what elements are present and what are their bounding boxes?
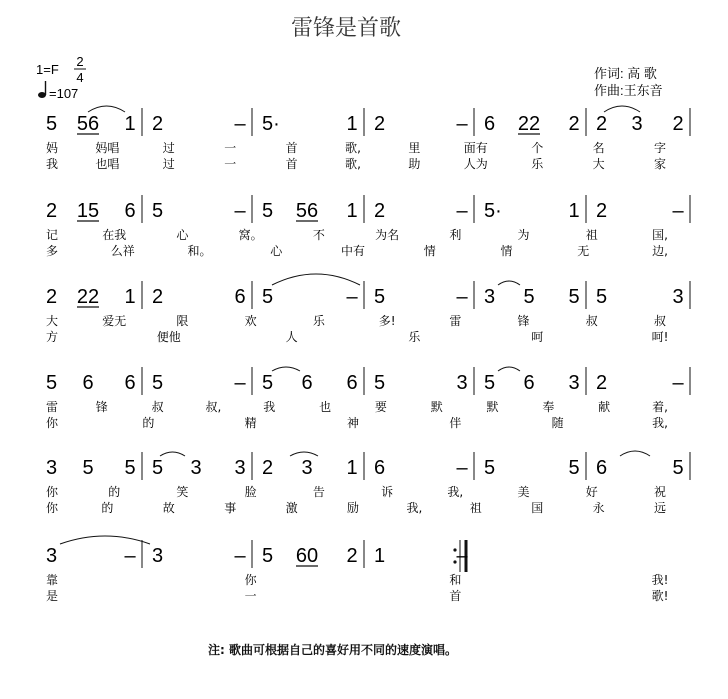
lyric-syllable: 国 [531,501,544,515]
note: 5 [484,457,496,479]
note: 1 [374,545,386,567]
note: 3 [568,372,580,394]
lyric-syllable: 叔 [653,314,667,328]
slur-arc [160,452,185,456]
lyric-syllable: 多 [46,244,59,258]
lyric-syllable: 是 [46,589,59,603]
note: 5 [262,286,274,308]
lyric-syllable: 我! [651,573,669,587]
lyric-syllable: 远 [653,501,667,515]
lyric-syllable: 随 [551,416,564,430]
lyric-syllable: 利 [449,228,462,242]
note: 6 [596,457,608,479]
lyric-syllable: 字 [653,141,667,155]
lyric-syllable: 歌, [345,157,361,171]
lyric-syllable: 也 [319,400,332,414]
note: – [456,113,468,135]
note: – [456,286,468,308]
lyric-syllable: 锋 [517,314,530,328]
note: 5· [262,113,280,135]
note: 2 [262,457,274,479]
note: 5 [596,286,608,308]
note: 3 [190,457,202,479]
lyric-syllable: 呵! [651,330,669,344]
slur-arc [272,367,300,371]
note: 3 [46,545,58,567]
note: 1 [346,457,358,479]
lyric-syllable: 故 [162,501,175,515]
lyric-syllable: 着, [652,400,668,414]
note: 5 [46,113,58,135]
note: 5 [262,545,274,567]
note: 3 [301,457,313,479]
lyric-syllable: 我 [263,400,276,414]
note: 5 [46,372,58,394]
music-systems [46,106,690,603]
note: 6 [301,372,313,394]
lyric-syllable: 乐 [312,314,325,328]
lyric-syllable: 首 [449,589,462,603]
note: – [672,372,684,394]
lyric-syllable: 一 [224,157,237,171]
lyric-syllable: 歌, [345,141,361,155]
lyric-syllable: 的 [142,416,155,430]
lyric-syllable: 么祥 [110,244,135,258]
lyric-syllable: 和。 [187,244,212,258]
lyric-syllable: 多! [378,314,396,328]
lyric-syllable: 祖 [585,228,598,242]
lyric-syllable: 的 [101,501,114,515]
note: 6 [346,372,358,394]
lyric-syllable: 无 [577,244,590,258]
note: 3 [152,545,164,567]
lyric-syllable: 我, [447,485,464,499]
lyric-syllable: 记 [46,228,59,242]
note: 5 [523,286,535,308]
lyric-syllable: 在我 [102,228,127,242]
lyric-syllable: 大 [46,314,59,328]
lyric-syllable: 事 [224,501,237,515]
note: 56 [76,113,100,135]
note: 2 [596,113,608,135]
note: – [234,372,246,394]
slur-arc [498,367,520,371]
lyric-syllable: 神 [346,416,360,430]
lyric-syllable: 也唱 [95,157,120,171]
lyric-syllable: 我 [46,157,59,171]
lyric-syllable: 不 [312,228,325,242]
lyric-syllable: 名 [592,141,605,155]
quarter-note-icon [38,81,46,98]
note: – [234,113,246,135]
lyric-syllable: 边, [652,244,668,258]
slur-arc [604,106,640,112]
note: 2 [152,113,164,135]
note: 5 [262,372,274,394]
slur-arc [498,281,520,285]
lyric-syllable: 叔 [585,314,598,328]
note: 2 [596,372,608,394]
lyric-syllable: 伴 [449,416,462,430]
key-signature: 1=F [36,62,59,77]
time-numerator: 2 [76,54,84,69]
note: 6 [124,372,136,394]
note: 5 [152,457,164,479]
lyric-syllable: 助 [408,157,421,171]
note: – [456,457,468,479]
lyric-syllable: 脸 [244,485,257,499]
note: 22 [517,113,541,135]
slur-arc [620,451,650,456]
note: 2 [152,286,164,308]
lyric-syllable: 雷 [46,400,59,414]
note: 2 [46,200,58,222]
note: – [346,286,358,308]
note: 6 [82,372,94,394]
lyric-syllable: 欢 [244,314,257,328]
lyric-syllable: 限 [176,314,189,328]
note: 6 [484,113,496,135]
lyric-syllable: 里 [408,141,421,155]
note: 22 [76,286,100,308]
lyric-syllable: 献 [598,400,611,414]
lyric-syllable: 歌! [651,589,669,603]
lyric-syllable: 乐 [531,157,544,171]
note: 5 [374,286,386,308]
note: 60 [295,545,319,567]
lyric-syllable: 家 [653,157,667,171]
note: – [234,200,246,222]
lyric-syllable: 人为 [463,157,488,171]
lyric-syllable: 叔, [205,400,222,414]
note: 5 [124,457,136,479]
lyric-syllable: 乐 [408,330,421,344]
lyric-syllable: 情 [500,244,513,258]
note: 6 [374,457,386,479]
lyric-syllable: 你 [244,573,257,587]
note: 2 [568,113,580,135]
lyric-syllable: 窝。 [238,228,263,242]
note: 3 [484,286,496,308]
slur-arc [88,106,125,112]
lyric-syllable: 诉 [381,485,394,499]
lyric-syllable: 永 [592,501,605,515]
lyric-syllable: 笑 [176,485,189,499]
lyric-syllable: 精 [244,416,257,430]
lyric-syllable: 叔 [151,400,164,414]
lyric-syllable: 面有 [463,141,488,155]
slur-arc [272,274,360,285]
note: – [456,200,468,222]
lyric-syllable: 告 [312,485,325,499]
note: 5 [568,457,580,479]
note: 5 [374,372,386,394]
note: 1 [124,286,136,308]
lyric-syllable: 你 [46,416,59,430]
note: 2 [374,200,386,222]
lyric-syllable: 心 [270,244,283,258]
note: 5· [484,200,502,222]
note: 3 [456,372,468,394]
note: 3 [631,113,643,135]
lyric-syllable: 妈 [46,141,59,155]
lyric-syllable: 美 [517,485,530,499]
note: 5 [672,457,684,479]
lyric-syllable: 激 [285,501,298,515]
time-denominator: 4 [76,70,84,85]
lyric-syllable: 你 [46,485,59,499]
lyric-syllable: 一 [244,589,257,603]
note: 5 [484,372,496,394]
lyric-syllable: 我, [652,416,668,430]
note: 2 [672,113,684,135]
lyric-syllable: 个 [531,141,544,155]
note: – [234,545,246,567]
slur-arc [290,452,318,456]
note: 2 [596,200,608,222]
lyric-syllable: 便他 [156,330,181,344]
lyricist-credit: 作词: 高 歌 [594,66,657,81]
lyric-syllable: 励 [346,501,360,515]
lyric-syllable: 锋 [95,400,108,414]
lyric-syllable: 靠 [46,573,59,587]
note: 2 [46,286,58,308]
lyric-syllable: 祖 [469,501,482,515]
lyric-syllable: 默 [486,400,499,414]
note: 3 [46,457,58,479]
note: 2 [374,113,386,135]
note: – [672,200,684,222]
lyric-syllable: 呵 [531,330,544,344]
note: 6 [523,372,535,394]
note: 6 [234,286,246,308]
lyric-syllable: 要 [374,400,387,414]
lyric-syllable: 的 [108,485,121,499]
note: 1 [124,113,136,135]
lyric-syllable: 和 [449,573,462,587]
footnote: 注: 歌曲可根据自己的喜好用不同的速度演唱。 [208,643,457,657]
lyric-syllable: 方 [46,330,59,344]
lyric-syllable: 祝 [653,485,667,499]
lyric-syllable: 为 [517,228,530,242]
lyric-syllable: 奉 [542,400,555,414]
tempo-marking: =107 [49,86,79,101]
lyric-syllable: 你 [46,501,59,515]
lyric-syllable: 默 [430,400,443,414]
lyric-syllable: 我, [406,501,423,515]
lyric-syllable: 中有 [340,244,366,258]
composer-credit: 作曲:王东音 [594,83,663,98]
lyric-syllable: 一 [224,141,237,155]
lyric-syllable: 人 [285,330,298,344]
lyric-syllable: 心 [176,228,189,242]
note: 3 [672,286,684,308]
note: 5 [262,200,274,222]
lyric-syllable: 为名 [375,228,400,242]
lyric-syllable: 爱无 [102,314,127,328]
note: 5 [152,372,164,394]
note: 6 [124,200,136,222]
note: 5 [152,200,164,222]
note: 56 [295,200,319,222]
note: 15 [76,200,100,222]
slur-arc [60,536,150,544]
lyric-syllable: 好 [585,485,598,499]
note: – [124,545,136,567]
note: 5 [568,286,580,308]
note: 1 [568,200,580,222]
lyric-syllable: 大 [592,157,605,171]
note: 1 [346,113,358,135]
lyric-syllable: 首 [285,141,298,155]
lyric-syllable: 国, [652,228,668,242]
song-title: 雷锋是首歌 [290,16,402,41]
note: 5 [82,457,94,479]
lyric-syllable: 首 [285,157,298,171]
lyric-syllable: 情 [423,244,436,258]
lyric-syllable: 过 [162,157,175,171]
note: 1 [346,200,358,222]
lyric-syllable: 过 [162,141,175,155]
note: – [456,545,468,567]
lyric-syllable: 雷 [449,314,462,328]
note: 3 [234,457,246,479]
note: 2 [346,545,358,567]
lyric-syllable: 妈唱 [95,141,120,155]
